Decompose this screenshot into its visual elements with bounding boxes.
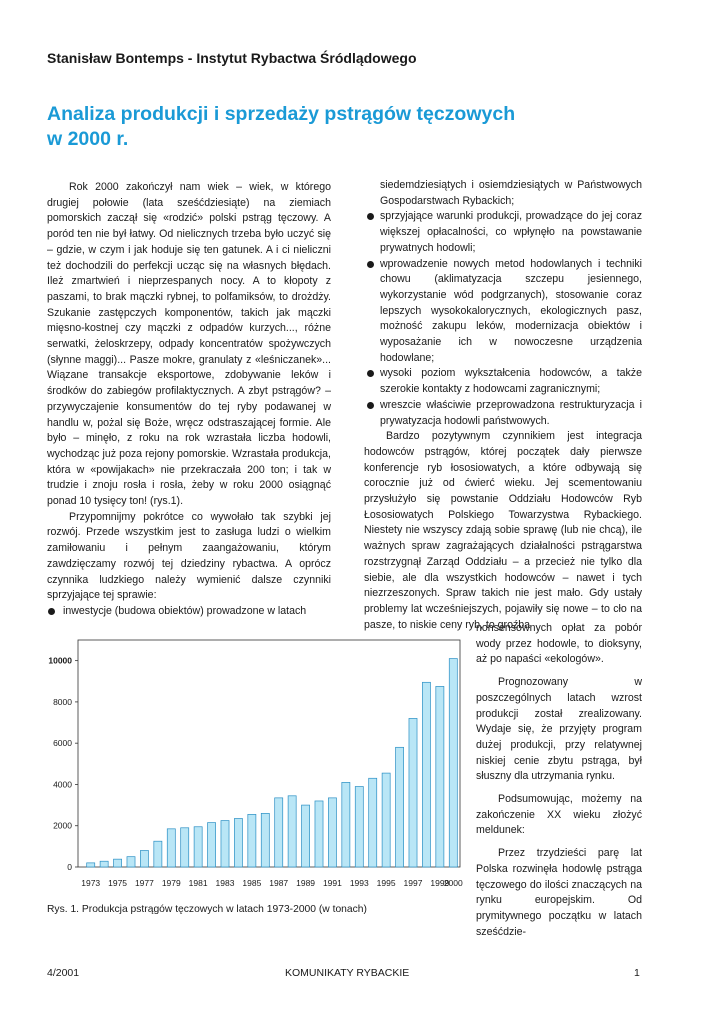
paragraph-1: Rok 2000 zakończył nam wiek – wiek, w którego drugiej połowie (lata sześćdziesiąte) na ziemiach pomorskich zaczął się «rodzić» polski pstrąg tęczowy. A poród ten nie był łatwy. Od nielicznych trzeba było uczyć się – gdzie, w czym i jak hoduje się ten gatunek. A i ci nieliczni też dochodzili do perfekcji ucząc się na własnych błędach. Ileż zmartwień i nieprzespanych nocy. A to kłopoty z paszami, to brak mączki rybnej, to polfamiksów, to drożdży. Szukanie zastępczych komponentów, takich jak mączki mięsno-kostnej czy mączki z odpadów kurzych..., różne serwatki, żeloskrzepy, odpady koncentratów spożywczych (słynne maggi)... Pasze mokre, granulaty z «leśniczanek»... Wiązane transakcje eksportowe, zdobywanie leków i środków do zabiegów profilaktycznych. A zbyt pstrągów? – przywyczajenie konsumentów do tej ryby podawanej w handlu w, pożal się Boże, wręcz odstraszającej formie. Ale było – minęło, z roku na rok wzrastała liczba hodowli, wychodząc już poza rejony pomorskie. Wzrastała produkcja, która w «powijakach» nie przekraczała 200 ton; i tak w trudzie i znoju rosła i rosła, żeby w roku 2000 osiągnąć ponad 10 tysięcy ton! (rys.1). [47, 181, 331, 508]
paragraph-3-end: nonsensownych opłat za pobór wody przez hodowle, to dioksyny, aż po napaści «ekologów». [476, 622, 642, 666]
y-tick-label: 0 [67, 862, 72, 872]
bar-1998 [422, 682, 430, 867]
paragraph-6: Przez trzydzieści parę lat Polska rozwinęła hodowlę pstrąga tęczowego do ilości znaczących na rynku europejskim. Od prymitywnego początku w latach sześćdzie- [476, 847, 642, 938]
title-line-2: w 2000 r. [47, 128, 129, 150]
bar-1990 [315, 801, 323, 867]
bar-1988 [288, 796, 296, 867]
bar-1979 [167, 829, 175, 867]
left-column [47, 180, 331, 620]
factor-item-4 [364, 366, 642, 397]
x-tick-label: 1999 [430, 878, 450, 888]
production-bar-chart [42, 636, 475, 896]
x-tick-label: 1985 [242, 878, 262, 888]
x-tick-label: 1995 [376, 878, 396, 888]
bullet-icon [367, 402, 374, 409]
factor-item-text: wysoki poziom wykształcenia hodowców, a także szerokie kontakty z hodowcami zagranicznymi; [380, 367, 642, 396]
bullet-icon [367, 261, 374, 268]
factor-item-text: wreszcie właściwie przeprowadzona restrukturyzacja i prywatyzacja hodowli państwowych. [380, 398, 642, 427]
x-tick-label: 1973 [81, 878, 101, 888]
title-line-1: Analiza produkcji i sprzedaży pstrągów tęczowych [47, 103, 516, 125]
bar-1989 [302, 805, 310, 867]
factor-list-start [47, 604, 331, 620]
footer-journal: KOMUNIKATY RYBACKIE [285, 967, 410, 979]
right-column [364, 178, 642, 633]
factor-item-1-continuation: siedemdziesiątych i osiemdziesiątych w Państwowych Gospodarstwach Rybackich; [380, 179, 642, 207]
bar-1973 [87, 863, 95, 867]
y-tick-label: 10000 [48, 655, 72, 666]
x-tick-label: 1991 [322, 878, 342, 888]
bar-1980 [181, 828, 189, 867]
factor-item-3 [364, 257, 642, 367]
bar-1987 [275, 798, 283, 867]
factor-item-5 [364, 398, 642, 429]
bar-1976 [127, 857, 135, 867]
paragraph-2: Przypomnijmy pokrótce co wywołało tak szybki jej rozwój. Przede wszystkim jest to zasługa ludzi o wielkim zamiłowaniu i pełnym zaangażowaniu, którym zawdzięczamy rozwój tej dziedziny rybactwa. A oprócz czynnika ludzkiego należy wymienić dalsze czynniki sprzyjające tej sprawie: [47, 510, 331, 602]
bar-1997 [409, 718, 417, 867]
article-title [47, 102, 667, 152]
factor-list [364, 209, 642, 429]
paragraph-5: Podsumowując, możemy na zakończenie XX wieku złożyć meldunek: [476, 793, 642, 837]
bullet-icon [48, 608, 55, 615]
bar-1999 [436, 686, 444, 867]
y-tick-label: 2000 [53, 820, 72, 831]
bar-1983 [221, 821, 229, 867]
bar-1995 [382, 773, 390, 867]
x-tick-label: 1975 [108, 878, 128, 888]
bar-1985 [248, 814, 256, 867]
x-tick-label: 1979 [161, 878, 181, 888]
paragraph-3: Bardzo pozytywnym czynnikiem jest integracja hodowców pstrągów, której początek dały pierwsze konferencje ryb łososiowatych, a które odbywają się corocznie już od ćwierć wieku. Jej scementowaniu przysłużyło się powstanie Oddziału Hodowców Ryb Łososiowatych Polskiego Towarzystwa Rybackiego. Niestety nie wszyscy zdają sobie sprawę (lub nie chcą), ile ważnych spraw zagrażających działalności pstrągarstwa rozstrzygnął Zarząd Oddziału – a przecież nie tylko dla siebie, ale dla wszystkich hodowców – nawet i tych niezrzeszonych. Spraw takich nie jest mało. Gdy ustały problemy lat wcześniejszych, pojawiły się nowe – to cło na pasze, to niskie ceny ryb, to groźba [364, 430, 642, 631]
y-tick-label: 8000 [53, 696, 72, 707]
bar-1977 [140, 850, 148, 867]
y-tick-label: 4000 [53, 779, 72, 790]
bullet-icon [367, 213, 374, 220]
x-tick-label: 1997 [403, 878, 423, 888]
factor-item-2 [364, 209, 642, 256]
bullet-icon [367, 370, 374, 377]
bar-1994 [369, 778, 377, 867]
bar-1986 [261, 813, 269, 867]
bar-2000 [449, 659, 457, 867]
bar-1978 [154, 841, 162, 867]
bar-1991 [328, 798, 336, 867]
footer-page-number: 1 [634, 967, 640, 979]
figure-caption: Rys. 1. Produkcja pstrągów tęczowych w latach 1973-2000 (w tonach) [47, 904, 367, 915]
y-tick-label: 6000 [53, 738, 72, 749]
x-tick-label: 1977 [134, 878, 154, 888]
bar-1975 [114, 859, 122, 867]
factor-item-1-text: inwestycje (budowa obiektów) prowadzone w latach [63, 604, 307, 617]
bar-1982 [208, 823, 216, 867]
factor-item-1 [47, 604, 331, 620]
bar-1981 [194, 827, 202, 867]
x-tick-label: 1987 [269, 878, 289, 888]
author-header: Stanisław Bontemps - Instytut Rybactwa Śródlądowego [47, 50, 417, 66]
x-tick-label: 2000 [443, 878, 463, 888]
bar-1974 [100, 861, 108, 867]
right-narrow-column [476, 621, 642, 940]
x-tick-label: 1983 [215, 878, 235, 888]
bar-1993 [355, 787, 363, 867]
bar-1996 [396, 747, 404, 867]
factor-item-text: sprzyjające warunki produkcji, prowadzące do jej coraz większej opłacalności, co wpłynęło na powstawanie prywatnych hodowli; [380, 210, 642, 254]
footer-issue: 4/2001 [47, 967, 80, 979]
x-tick-label: 1981 [188, 878, 208, 888]
bar-1984 [234, 819, 242, 867]
bar-1992 [342, 782, 350, 867]
factor-item-text: wprowadzenie nowych metod hodowlanych i techniki chowu (aklimatyzacja szczepu jesiennego, wykorzystanie wód podgrzanych), stosowanie coraz lepszych wysokokalorycznych, ekologicznych pasz, możność zakupu leków, modernizacja obiektów i wyposażanie ich w nowoczesne urządzenia hodowlane; [380, 257, 642, 364]
paragraph-4: Prognozowany w poszczególnych latach wzrost produkcji został zrealizowany. Wydaje się, że przyjęty program dużej produkcji, przy relatywnej niskiej cenie zbytu pstrąga, był słuszny dla utrzymania rynku. [476, 676, 642, 783]
x-tick-label: 1993 [349, 878, 369, 888]
x-tick-label: 1989 [296, 878, 316, 888]
